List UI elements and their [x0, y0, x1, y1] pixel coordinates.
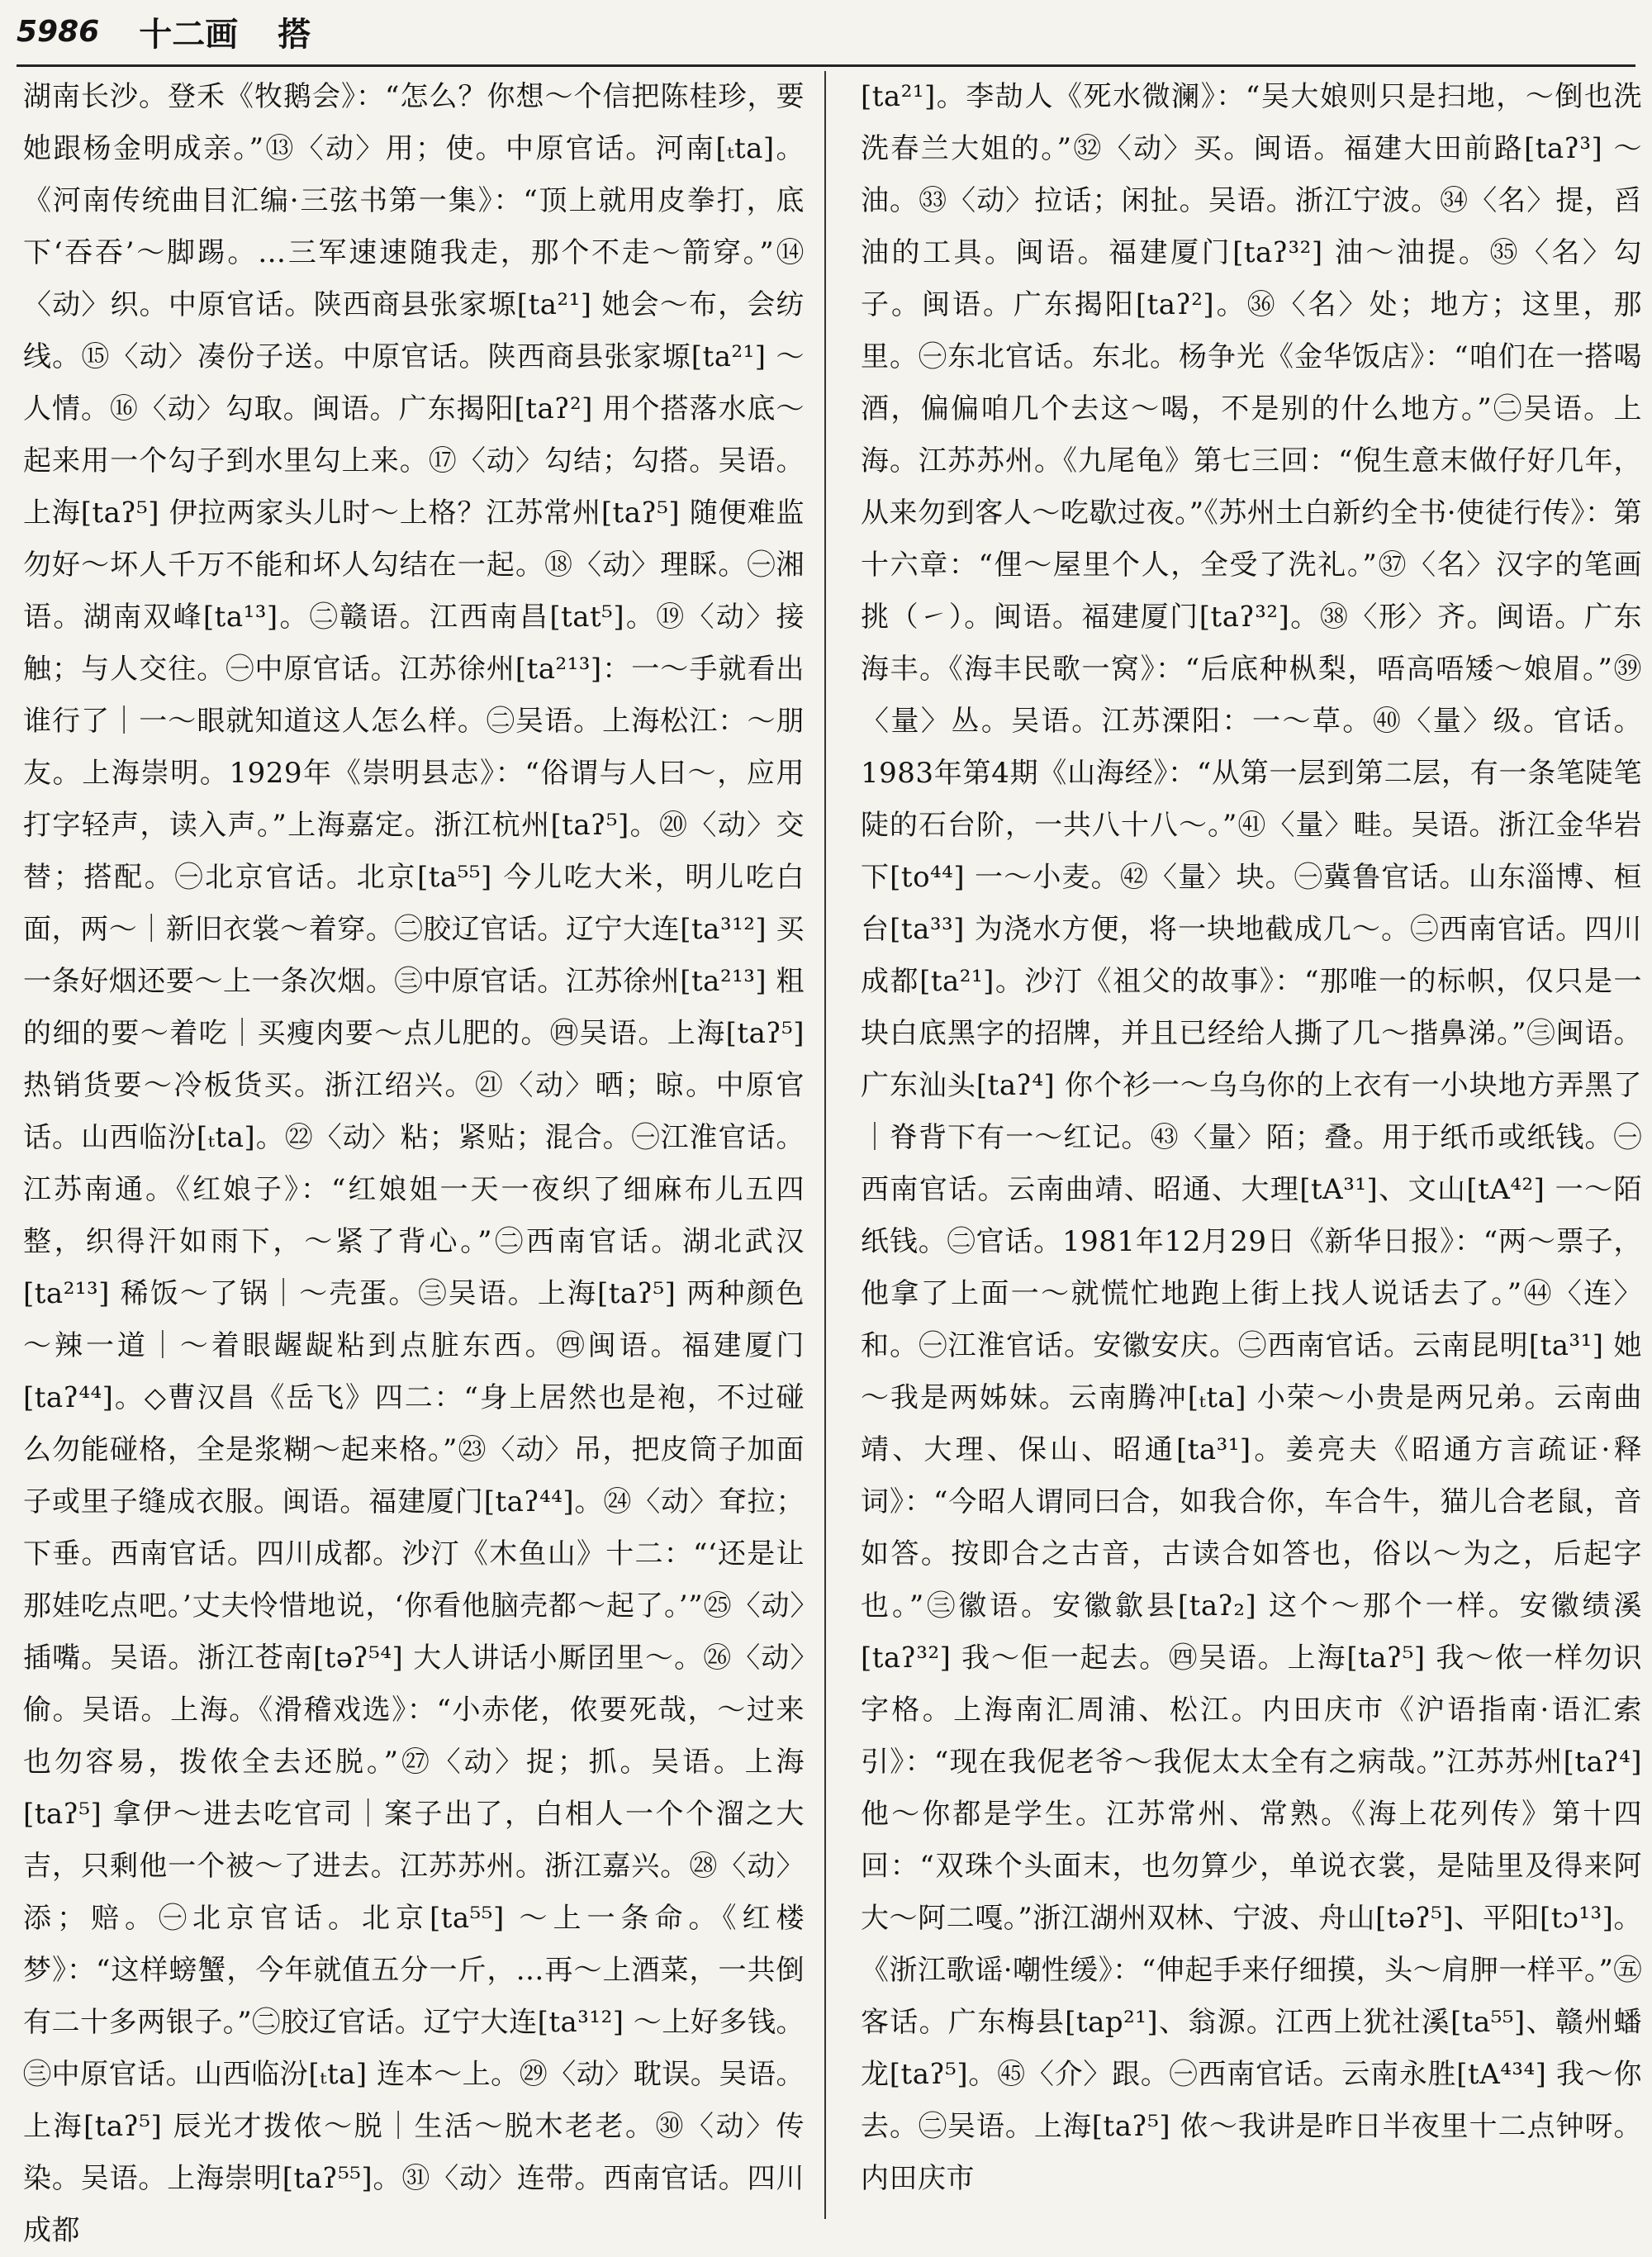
section-label: 十二画 — [139, 14, 239, 54]
column-divider — [824, 71, 826, 2219]
left-column — [23, 71, 805, 2247]
left-column-text: 湖南长沙。登禾《牧鹅会》：“怎么？你想～个信把陈桂珍，要她跟杨金明成亲。”⑬〈动〉用；使。中原官话。河南[ₜta]。《河南传统曲目汇编·三弦书第一集》：“顶上就用皮拳打，底下‘吞吞’～脚踢。…三军速速随我走，那个不走～箭穿。”⑭〈动〉织。中原官话。陕西商县张家塬[ta²¹] 她会～布，会纺线。⑮〈动〉凑份子送。中原官话。陕西商县张家塬[ta²¹] ～人情。⑯〈动〉勾取。闽语。广东揭阳[taʔ²] 用个搭落水底～起来用一个勾子到水里勾上来。⑰〈动〉勾结；勾搭。吴语。上海[taʔ⁵] 伊拉两家头儿时～上格？江苏常州[taʔ⁵] 随便难监勿好～坏人千万不能和坏人勾结在一起。⑱〈动〉理睬。㊀湘语。湖南双峰[ta¹³]。㊁赣语。江西南昌[tat⁵]。⑲〈动〉接触；与人交往。㊀中原官话。江苏徐州[ta²¹³]：一～手就看出谁行了｜一～眼就知道这人怎么样。㊁吴语。上海松江：～朋友。上海崇明。1929年《崇明县志》：“俗谓与人曰～，应用打字轻声，读入声。”上海嘉定。浙江杭州[taʔ⁵]。⑳〈动〉交替；搭配。㊀北京官话。北京[ta⁵⁵] 今儿吃大米，明儿吃白面，两～｜新旧衣裳～着穿。㊁胶辽官话。辽宁大连[ta³¹²] 买一条好烟还要～上一条次烟。㊂中原官话。江苏徐州[ta²¹³] 粗的细的要～着吃｜买瘦肉要～点儿肥的。㊃吴语。上海[taʔ⁵] 热销货要～冷板货买。浙江绍兴。㉑〈动〉晒；晾。中原官话。山西临汾[ₜta]。㉒〈动〉粘；紧贴；混合。㊀江淮官话。江苏南通。《红娘子》：“红娘姐一天一夜织了细麻布儿五四整，织得汗如雨下，～紧了背心。”㊁西南官话。湖北武汉[ta²¹³] 稀饭～了锅｜～壳蛋。㊂吴语。上海[taʔ⁵] 两种颜色～辣一道｜～着眼龌龊粘到点脏东西。㊃闽语。福建厦门[taʔ⁴⁴]。◇曹汉昌《岳飞》四二：“身上居然也是袍，不过碰么勿能碰格，全是浆糊～起来格。”㉓〈动〉吊，把皮筒子加面子或里子缝成衣服。闽语。福建厦门[taʔ⁴⁴]。㉔〈动〉耷拉；下垂。西南官话。四川成都。沙汀《木鱼山》十二：“‘还是让那娃吃点吧。’丈夫怜惜地说，‘你看他脑壳都～起了。’”㉕〈动〉插嘴。吴语。浙江苍南[təʔ⁵⁴] 大人讲话小厮囝里～。㉖〈动〉偷。吴语。上海。《滑稽戏选》：“小赤佬，侬要死哉，～过来也勿容易，拨侬全去还脱。”㉗〈动〉捉；抓。吴语。上海[taʔ⁵] 拿伊～进去吃官司｜案子出了，白相人一个个溜之大吉，只剩他一个被～了进去。江苏苏州。浙江嘉兴。㉘〈动〉添；赔。㊀北京官话。北京[ta⁵⁵] ～上一条命。《红楼梦》：“这样螃蟹，今年就值五分一斤，…再～上酒菜，一共倒有二十多两银子。”㊁胶辽官话。辽宁大连[ta³¹²] ～上好多钱。㊂中原官话。山西临汾[ₜta] 连本～上。㉙〈动〉耽误。吴语。上海[taʔ⁵] 辰光才拨侬～脱｜生活～脱木老老。㉚〈动〉传染。吴语。上海崇明[taʔ⁵⁵]。㉛〈动〉连带。西南官话。四川成都 — [23, 80, 805, 2247]
header-rule — [17, 64, 1635, 67]
headword: 搭 — [278, 14, 311, 54]
right-column — [861, 71, 1642, 2219]
page-header — [17, 7, 1635, 56]
right-column-text: [ta²¹]。李劼人《死水微澜》：“吴大娘则只是扫地，～倒也洗洗春兰大姐的。”㉜〈动〉买。闽语。福建大田前路[taʔ³] ～油。㉝〈动〉拉话；闲扯。吴语。浙江宁波。㉞〈名〉提，舀油的工具。闽语。福建厦门[taʔ³²] 油～油提。㉟〈名〉勾子。闽语。广东揭阳[taʔ²]。㊱〈名〉处；地方；这里，那里。㊀东北官话。东北。杨争光《金华饭店》：“咱们在一搭喝酒，偏偏咱几个去这～喝，不是别的什么地方。”㊁吴语。上海。江苏苏州。《九尾龟》第七三回：“倪生意末做仔好几年，从来勿到客人～吃歇过夜。”《苏州土白新约全书·使徒行传》：第十六章：“俚～屋里个人，全受了洗礼。”㊲〈名〉汉字的笔画挑（㇀）。闽语。福建厦门[taʔ³²]。㊳〈形〉齐。闽语。广东海丰。《海丰民歌一窝》：“后底种枞梨，唔高唔矮～娘眉。”㊴〈量〉丛。吴语。江苏溧阳：一～草。㊵〈量〉级。官话。1983年第4期《山海经》：“从第一层到第二层，有一条笔陡笔陡的石台阶，一共八十八～。”㊶〈量〉畦。吴语。浙江金华岩下[to⁴⁴] 一～小麦。㊷〈量〉块。㊀冀鲁官话。山东淄博、桓台[ta³³] 为浇水方便，将一块地截成几～。㊁西南官话。四川成都[ta²¹]。沙汀《祖父的故事》：“那唯一的标帜，仅只是一块白底黑字的招牌，并且已经给人撕了几～揩鼻涕。”㊂闽语。广东汕头[taʔ⁴] 你个衫一～乌乌你的上衣有一小块地方弄黑了｜脊背下有一～红记。㊸〈量〉陌；叠。用于纸币或纸钱。㊀西南官话。云南曲靖、昭通、大理[tA³¹]、文山[tA⁴²] 一～陌纸钱。㊁官话。1981年12月29日《新华日报》：“两～票子，他拿了上面一～就慌忙地跑上街上找人说话去了。”㊹〈连〉和。㊀江淮官话。安徽安庆。㊁西南官话。云南昆明[ta³¹] 她～我是两姊妹。云南腾冲[ₜta] 小荣～小贵是两兄弟。云南曲靖、大理、保山、昭通[ta³¹]。姜亮夫《昭通方言疏证·释词》：“今昭人谓同曰合，如我合你，车合牛，猫儿合老鼠，音如答。按即合之古音，古读合如答也，俗以～为之，后起字也。”㊂徽语。安徽歙县[taʔ₂] 这个～那个一样。安徽绩溪[taʔ³²] 我～佢一起去。㊃吴语。上海[taʔ⁵] 我～侬一样勿识字格。上海南汇周浦、松江。内田庆市《沪语指南·语汇索引》：“现在我伲老爷～我伲太太全有之病哉。”江苏苏州[taʔ⁴] 他～你都是学生。江苏常州、常熟。《海上花列传》第十四回：“双珠个头面末，也勿算少，单说衣裳，是陆里及得来阿大～阿二嘎。”浙江湖州双林、宁波、舟山[təʔ⁵]、平阳[tɔ¹³]。《浙江歌谣·嘲性缓》：“伸起手来仔细摸，头～肩胛一样平。”㊄客话。广东梅县[tap²¹]、翁源。江西上犹社溪[ta⁵⁵]、赣州蟠龙[taʔ⁵]。㊺〈介〉跟。㊀西南官话。云南永胜[tA⁴³⁴] 我～你去。㊁吴语。上海[taʔ⁵] 侬～我讲是昨日半夜里十二点钟呀。内田庆市 — [861, 80, 1642, 2195]
page-number: 5986 — [17, 14, 100, 49]
